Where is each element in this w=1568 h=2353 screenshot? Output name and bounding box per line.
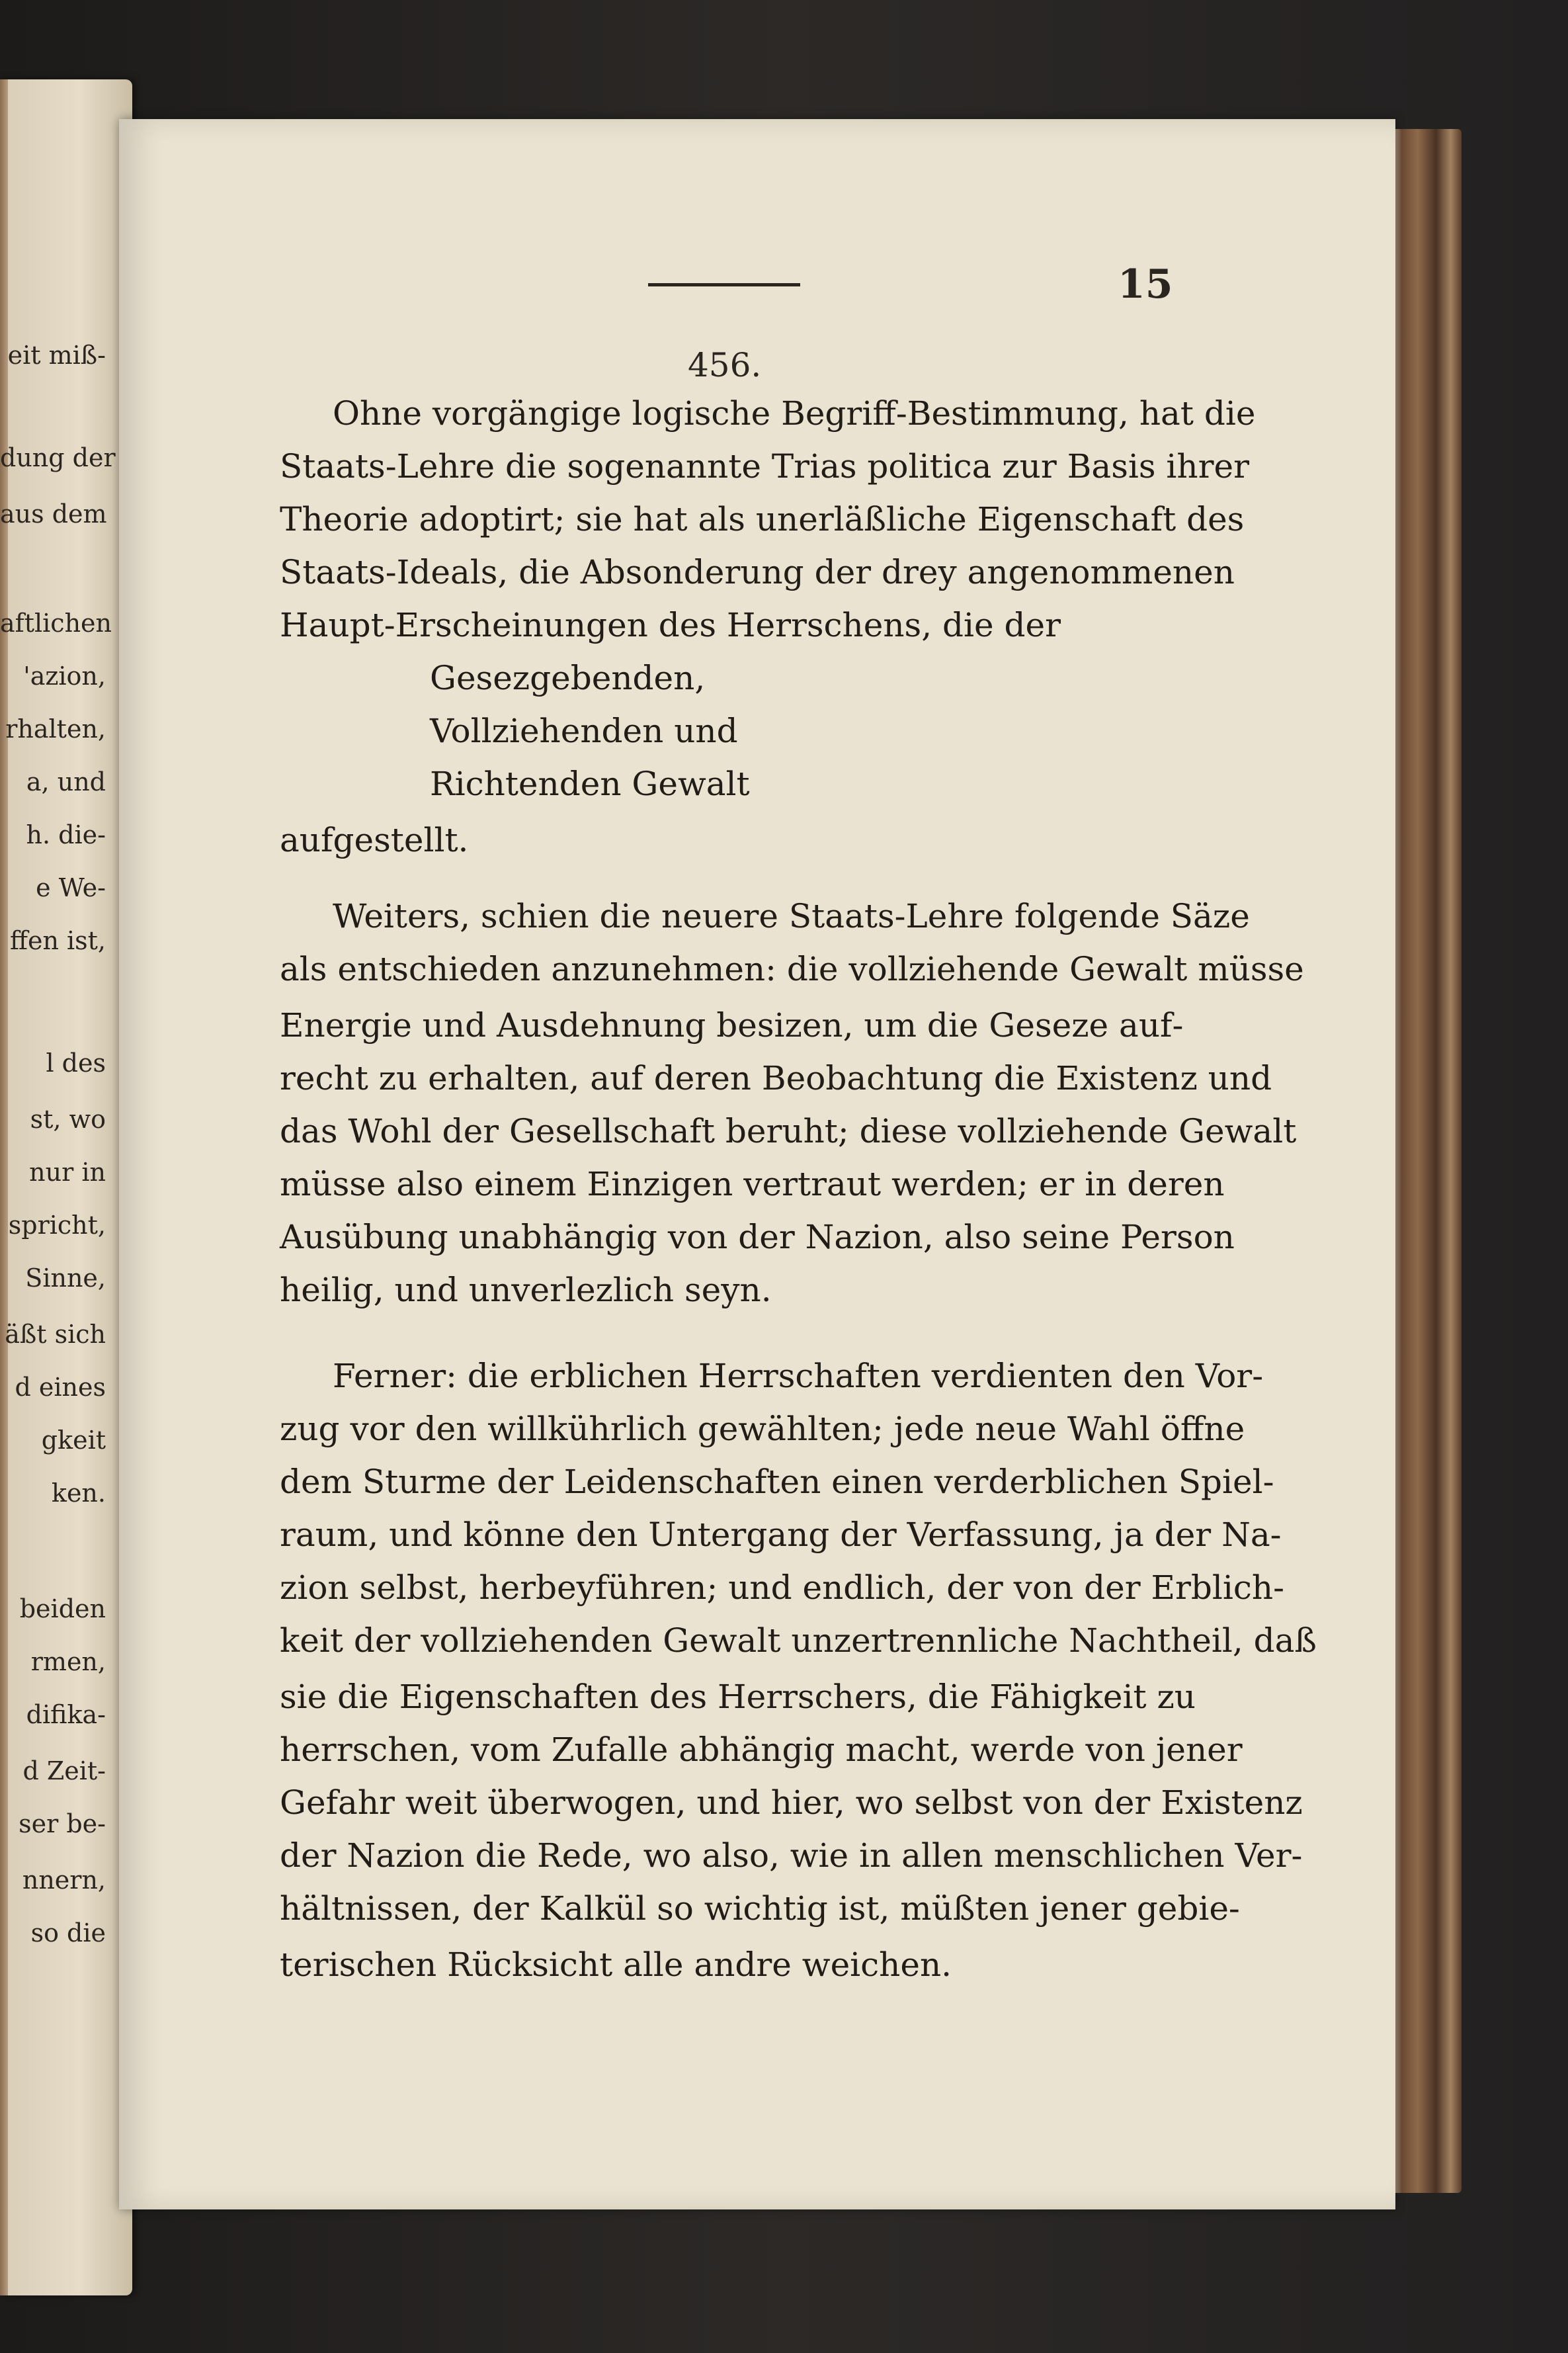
text-line: der Nazion die Rede, wo also, wie in allen menschlichen Ver‑ <box>280 1836 1303 1875</box>
left-page-line: nnern, <box>22 1865 106 1895</box>
text-line: das Wohl der Gesellschaft beruht; diese vollziehende Gewalt <box>280 1112 1297 1150</box>
text-line: Ferner: die erblichen Herrschaften verdienten den Vor‑ <box>333 1357 1264 1395</box>
text-line: Ohne vorgängige logische Begriff‑Bestimmung, hat die <box>333 394 1256 433</box>
left-page-line: st, wo <box>30 1105 106 1134</box>
text-line: sie die Eigenschaften des Herrschers, die Fähigkeit zu <box>280 1678 1196 1716</box>
text-line: Energie und Ausdehnung besizen, um die Geseze auf‑ <box>280 1006 1184 1045</box>
left-page-line: d eines <box>15 1373 106 1402</box>
text-line: raum, und könne den Untergang der Verfassung, ja der Na‑ <box>280 1516 1282 1554</box>
text-line: Weiters, schien die neuere Staats‑Lehre folgende Säze <box>333 897 1250 935</box>
text-line: hältnissen, der Kalkül so wichtig ist, müßten jener gebie‑ <box>280 1889 1240 1928</box>
left-page-line: so die <box>30 1918 106 1947</box>
left-page-line: difika‑ <box>26 1700 106 1729</box>
text-line: Staats‑Lehre die sogenannte Trias politica zur Basis ihrer <box>280 447 1249 486</box>
text-line: Staats‑Ideals, die Absonderung der drey angenommenen <box>280 553 1235 591</box>
left-page-line: a, und <box>26 767 106 796</box>
left-page-line: l des <box>46 1048 106 1078</box>
left-page-line: eit miß‑ <box>7 341 106 370</box>
book-cover-edge <box>1389 129 1462 2193</box>
text-line: zion selbst, herbeyführen; und endlich, der von der Erblich‑ <box>280 1568 1284 1607</box>
text-line: müsse also einem Einzigen vertraut werden; er in deren <box>280 1165 1225 1203</box>
text-line: als entschieden anzunehmen: die vollziehende Gewalt müsse <box>280 950 1304 988</box>
left-page-line: äßt sich <box>5 1320 106 1349</box>
text-line: recht zu erhalten, auf deren Beobachtung die Existenz und <box>280 1059 1272 1097</box>
list-item: Gesezgebenden, <box>430 659 706 697</box>
page-number: 15 <box>1118 261 1173 308</box>
left-page-line: gkeit <box>41 1426 106 1455</box>
text-line: Gefahr weit überwogen, und hier, wo selbst von der Existenz <box>280 1783 1303 1822</box>
left-page-line: rhalten, <box>5 714 106 744</box>
left-page-line: ffen ist, <box>9 926 106 955</box>
text-line: Ausübung unabhängig von der Nazion, also seine Person <box>280 1218 1235 1256</box>
text-line: keit der vollziehenden Gewalt unzertrennliche Nachtheil, daß <box>280 1621 1317 1660</box>
left-page-line: beiden <box>19 1594 106 1623</box>
text-line: Theorie adoptirt; sie hat als unerläßliche Eigenschaft des <box>280 500 1245 538</box>
left-page-line: rmen, <box>30 1647 106 1676</box>
left-page-line: ken. <box>51 1478 106 1508</box>
left-page-line: d Zeit‑ <box>22 1756 106 1785</box>
text-line: aufgestellt. <box>280 821 469 859</box>
text-line: dem Sturme der Leidenschaften einen verderblichen Spiel‑ <box>280 1463 1274 1501</box>
left-page-line: spricht, <box>8 1211 106 1240</box>
left-page-line: dung der <box>0 443 116 472</box>
text-line: zug vor den willkührlich gewählten; jede neue Wahl öffne <box>280 1410 1245 1448</box>
section-number: 456. <box>688 346 762 384</box>
header-rule <box>648 283 800 286</box>
text-line: terischen Rücksicht alle andre weichen. <box>280 1946 952 1984</box>
page-edge <box>0 79 8 2295</box>
left-page-line: h. die‑ <box>26 820 106 849</box>
text-line: Haupt‑Erscheinungen des Herrschens, die der <box>280 606 1061 644</box>
left-page-line: e We‑ <box>36 873 106 902</box>
left-facing-page <box>0 79 132 2295</box>
left-page-line: 'azion, <box>23 662 106 691</box>
left-page-line: ser be‑ <box>19 1809 106 1838</box>
text-line: herrschen, vom Zufalle abhängig macht, werde von jener <box>280 1731 1243 1769</box>
left-page-line: aus dem <box>0 499 107 529</box>
list-item: Vollziehenden und <box>430 712 738 750</box>
left-page-line: aftlichen <box>0 609 112 638</box>
left-page-line: Sinne, <box>25 1263 106 1293</box>
left-page-line: nur in <box>29 1158 106 1187</box>
text-line: heilig, und unverlezlich seyn. <box>280 1271 772 1309</box>
list-item: Richtenden Gewalt <box>430 765 750 803</box>
